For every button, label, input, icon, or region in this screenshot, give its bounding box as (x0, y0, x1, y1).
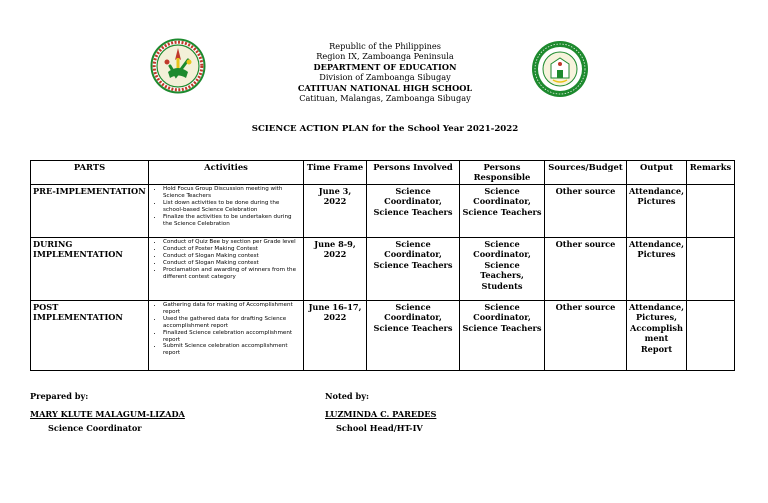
school-seal-logo (531, 40, 589, 98)
noted-by-name: LUZMINDA C. PAREDES (325, 409, 437, 419)
row-activities (149, 301, 304, 371)
row-sources: Other source (545, 238, 627, 301)
activity-item: • Submit Science celebration accomplishment report (163, 343, 301, 357)
header-region: Region IX, Zamboanga Peninsula (316, 51, 454, 62)
activity-item: • Used the gathered data for drafting Science accomplishment report (163, 316, 301, 330)
row-activities (149, 238, 304, 301)
row-sources: Other source (545, 301, 627, 371)
row-time-frame: June 16-17, 2022 (304, 301, 367, 371)
activity-item: • Conduct of Slogan Making contest (163, 253, 301, 260)
row-time-frame: June 8-9, 2022 (304, 238, 367, 301)
header-division: Division of Zamboanga Sibugay (319, 72, 451, 83)
row-time-frame: June 3, 2022 (304, 185, 367, 238)
header-output: Output (627, 161, 687, 185)
row-part: POST IMPLEMENTATION (31, 301, 149, 371)
header-persons-involved: Persons Involved (367, 161, 460, 185)
noted-by-label: Noted by: (325, 391, 370, 401)
row-output: Attendance, Pictures, Accomplish ment Report (627, 301, 687, 371)
prepared-by-role: Science Coordinator (48, 423, 142, 433)
activity-item: • List down activities to be done during the school-based Science Celebration (163, 200, 301, 214)
header-sources: Sources/Budget (545, 161, 627, 185)
row-activities (149, 185, 304, 238)
prepared-by-name: MARY KLUTE MALAGUM-LIZADA (30, 409, 185, 419)
table-header-row (31, 161, 735, 185)
row-remarks (686, 301, 734, 371)
header-persons-responsible: Persons Responsible (460, 161, 545, 185)
row-persons-responsible: Science Coordinator, Science Teachers, Students (460, 238, 545, 301)
table-row (31, 238, 735, 301)
header-activities: Activities (149, 161, 304, 185)
activity-item: • Conduct of Slogan Making contest (163, 260, 301, 267)
row-sources: Other source (545, 185, 627, 238)
row-part: DURING IMPLEMENTATION (31, 238, 149, 301)
action-plan-table (30, 160, 735, 371)
row-persons-involved: Science Coordinator, Science Teachers (367, 185, 460, 238)
activity-item: • Proclamation and awarding of winners from the different contest category (163, 267, 301, 281)
activity-item: • Hold Focus Group Discussion meeting with Science Teachers (163, 186, 301, 200)
row-persons-involved: Science Coordinator, Science Teachers (367, 301, 460, 371)
activity-item: • Finalize the activities to be undertaken during the Science Celebration (163, 214, 301, 228)
activity-item: • Gathering data for making of Accomplishment report (163, 302, 301, 316)
row-output: Attendance, Pictures (627, 238, 687, 301)
table-row (31, 301, 735, 371)
activity-item: • Conduct of Quiz Bee by section per Grade level (163, 239, 301, 246)
row-remarks (686, 185, 734, 238)
header-school-name: CATITUAN NATIONAL HIGH SCHOOL (297, 82, 473, 93)
header-time-frame: Time Frame (304, 161, 367, 185)
activity-item: • Conduct of Poster Making Contest (163, 246, 301, 253)
header-republic: Republic of the Philippines (329, 41, 441, 51)
document-title: SCIENCE ACTION PLAN for the School Year 2021-2022 (251, 124, 519, 134)
noted-by-role: School Head/HT-IV (336, 423, 423, 433)
row-part: PRE-IMPLEMENTATION (31, 185, 149, 238)
row-remarks (686, 238, 734, 301)
letterhead (250, 41, 520, 103)
row-persons-responsible: Science Coordinator, Science Teachers (460, 301, 545, 371)
prepared-by-label: Prepared by: (30, 391, 89, 401)
header-parts: PARTS (31, 161, 149, 185)
row-output: Attendance, Pictures (627, 185, 687, 238)
table-row (31, 185, 735, 238)
row-persons-involved: Science Coordinator, Science Teachers (367, 238, 460, 301)
header-department: DEPARTMENT OF EDUCATION (313, 61, 457, 72)
deped-seal-logo (150, 38, 206, 94)
activity-item: • Finalized Science celebration accomplishment report (163, 330, 301, 344)
row-persons-responsible: Science Coordinator, Science Teachers (460, 185, 545, 238)
header-remarks: Remarks (686, 161, 734, 185)
header-address: Catituan, Malangas, Zamboanga Sibugay (299, 93, 471, 104)
